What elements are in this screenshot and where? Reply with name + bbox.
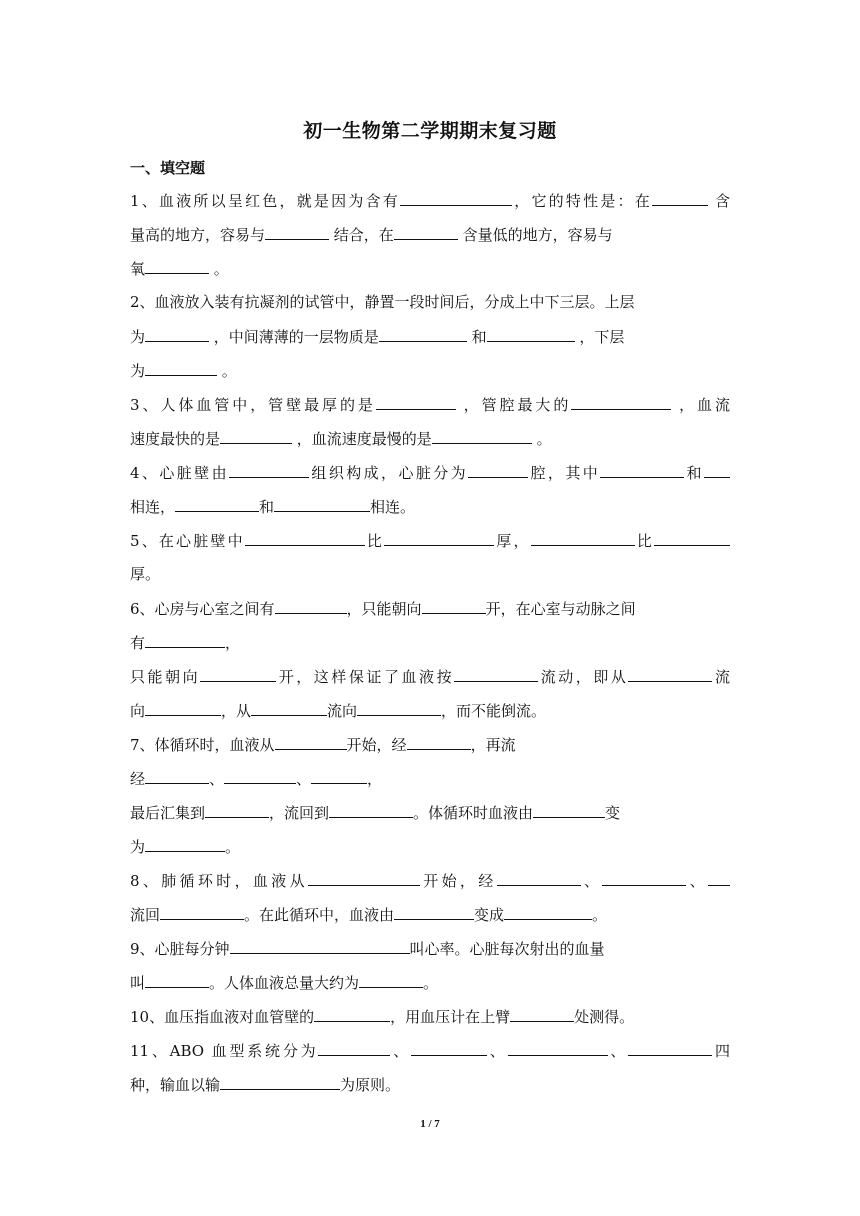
answer-blank[interactable] bbox=[229, 460, 309, 478]
question-6-line-2: 有 ， bbox=[130, 630, 730, 664]
answer-blank[interactable] bbox=[329, 800, 413, 818]
question-1-line-2: 量高的地方，容易与 结合，在 含量低的地方，容易与 bbox=[130, 222, 730, 256]
page-title: 初一生物第二学期期末复习题 bbox=[303, 120, 557, 142]
answer-blank[interactable] bbox=[275, 596, 347, 614]
answer-blank[interactable] bbox=[411, 1038, 487, 1056]
answer-blank[interactable] bbox=[531, 528, 635, 546]
answer-blank[interactable] bbox=[230, 936, 410, 954]
question-1-line-3: 氧 。 bbox=[130, 256, 730, 290]
answer-blank[interactable] bbox=[468, 460, 528, 478]
question-4-line-2: 相连， 和 相连。 bbox=[130, 494, 730, 528]
answer-blank[interactable] bbox=[311, 766, 367, 784]
question-2-line-1: 2、血液放入装有抗凝剂的试管中，静置一段时间后，分成上中下三层。上层 bbox=[130, 293, 635, 311]
answer-blank[interactable] bbox=[251, 698, 327, 716]
question-list bbox=[130, 188, 730, 1106]
question-6-line-1: 6、心房与心室之间有 ，只能朝向 开，在心室与动脉之间 bbox=[130, 596, 730, 630]
question-4-line-1: 4、心脏壁由 组织构成，心脏分为 腔，其中 和 bbox=[130, 460, 730, 494]
answer-blank[interactable] bbox=[308, 868, 420, 886]
answer-blank[interactable] bbox=[571, 392, 671, 410]
answer-blank[interactable] bbox=[220, 426, 292, 444]
answer-blank[interactable] bbox=[145, 766, 209, 784]
question-5-line-2: 厚。 bbox=[130, 565, 161, 583]
question-3-line-2: 速度最快的是 ，血流速度最慢的是 。 bbox=[130, 426, 730, 460]
question-1-line-1: 1、血液所以呈红色，就是因为含有 ，它的特性是：在 含 bbox=[130, 188, 730, 222]
question-9-line-2: 叫 。人体血液总量大约为 。 bbox=[130, 970, 730, 1004]
answer-blank[interactable] bbox=[708, 868, 730, 886]
page-number: 1 / 7 bbox=[420, 1118, 440, 1130]
answer-blank[interactable] bbox=[376, 392, 456, 410]
answer-blank[interactable] bbox=[314, 1004, 390, 1022]
answer-blank[interactable] bbox=[602, 868, 686, 886]
question-6-line-4: 向 ，从 流向 ，而不能倒流。 bbox=[130, 698, 730, 732]
answer-blank[interactable] bbox=[145, 970, 209, 988]
answer-blank[interactable] bbox=[384, 528, 494, 546]
answer-blank[interactable] bbox=[318, 1038, 390, 1056]
question-6-line-3: 只能朝向 开，这样保证了血液按 流动，即从 流 bbox=[130, 664, 730, 698]
answer-blank[interactable] bbox=[175, 494, 259, 512]
answer-blank[interactable] bbox=[394, 902, 474, 920]
question-11-line-1: 11、ABO 血型系统分为 、 、 、 四 bbox=[130, 1038, 730, 1072]
answer-blank[interactable] bbox=[704, 460, 730, 478]
answer-blank[interactable] bbox=[652, 188, 708, 206]
question-7-line-1: 7、体循环时，血液从 开始，经 ，再流 bbox=[130, 732, 730, 766]
question-8-line-1: 8、肺循环时，血液从 开始，经 、 、 bbox=[130, 868, 730, 902]
answer-blank[interactable] bbox=[145, 256, 209, 274]
answer-blank[interactable] bbox=[533, 800, 605, 818]
answer-blank[interactable] bbox=[275, 732, 347, 750]
question-2-line-3: 为 。 bbox=[130, 358, 730, 392]
answer-blank[interactable] bbox=[394, 222, 458, 240]
question-11-line-2: 种，输血以输 为原则。 bbox=[130, 1072, 730, 1106]
answer-blank[interactable] bbox=[224, 766, 296, 784]
question-10-line-1: 10、血压指血液对血管壁的 ，用血压计在上臂 处测得。 bbox=[130, 1004, 730, 1038]
answer-blank[interactable] bbox=[487, 324, 575, 342]
answer-blank[interactable] bbox=[145, 630, 225, 648]
answer-blank[interactable] bbox=[407, 732, 471, 750]
question-7-line-4: 为 。 bbox=[130, 834, 730, 868]
answer-blank[interactable] bbox=[359, 970, 423, 988]
question-2-line-2: 为 ，中间薄薄的一层物质是 和 ，下层 bbox=[130, 324, 730, 358]
answer-blank[interactable] bbox=[145, 698, 221, 716]
section-heading: 一、填空题 bbox=[130, 159, 206, 177]
answer-blank[interactable] bbox=[145, 324, 209, 342]
answer-blank[interactable] bbox=[497, 868, 581, 886]
answer-blank[interactable] bbox=[422, 596, 486, 614]
answer-blank[interactable] bbox=[508, 1038, 608, 1056]
answer-blank[interactable] bbox=[654, 528, 730, 546]
answer-blank[interactable] bbox=[145, 834, 225, 852]
answer-blank[interactable] bbox=[432, 426, 532, 444]
answer-blank[interactable] bbox=[160, 902, 244, 920]
answer-blank[interactable] bbox=[205, 800, 269, 818]
answer-blank[interactable] bbox=[145, 358, 217, 376]
answer-blank[interactable] bbox=[600, 460, 684, 478]
question-8-line-2: 流回 。在此循环中，血液由 变成 。 bbox=[130, 902, 730, 936]
answer-blank[interactable] bbox=[245, 528, 365, 546]
question-7-line-2: 经 、 、 ， bbox=[130, 766, 730, 800]
answer-blank[interactable] bbox=[379, 324, 467, 342]
answer-blank[interactable] bbox=[628, 664, 712, 682]
answer-blank[interactable] bbox=[200, 664, 276, 682]
answer-blank[interactable] bbox=[510, 1004, 574, 1022]
answer-blank[interactable] bbox=[454, 664, 538, 682]
question-5-line-1: 5、在心脏壁中 比 厚， 比 bbox=[130, 528, 730, 562]
answer-blank[interactable] bbox=[265, 222, 329, 240]
answer-blank[interactable] bbox=[220, 1072, 340, 1090]
question-9-line-1: 9、心脏每分钟 叫心率。心脏每次射出的血量 bbox=[130, 936, 730, 970]
answer-blank[interactable] bbox=[357, 698, 441, 716]
answer-blank[interactable] bbox=[628, 1038, 712, 1056]
question-7-line-3: 最后汇集到 ，流回到 。体循环时血液由 变 bbox=[130, 800, 730, 834]
answer-blank[interactable] bbox=[274, 494, 370, 512]
answer-blank[interactable] bbox=[400, 188, 512, 206]
answer-blank[interactable] bbox=[504, 902, 592, 920]
question-3-line-1: 3、人体血管中，管壁最厚的是 ，管腔最大的 ，血流 bbox=[130, 392, 730, 426]
